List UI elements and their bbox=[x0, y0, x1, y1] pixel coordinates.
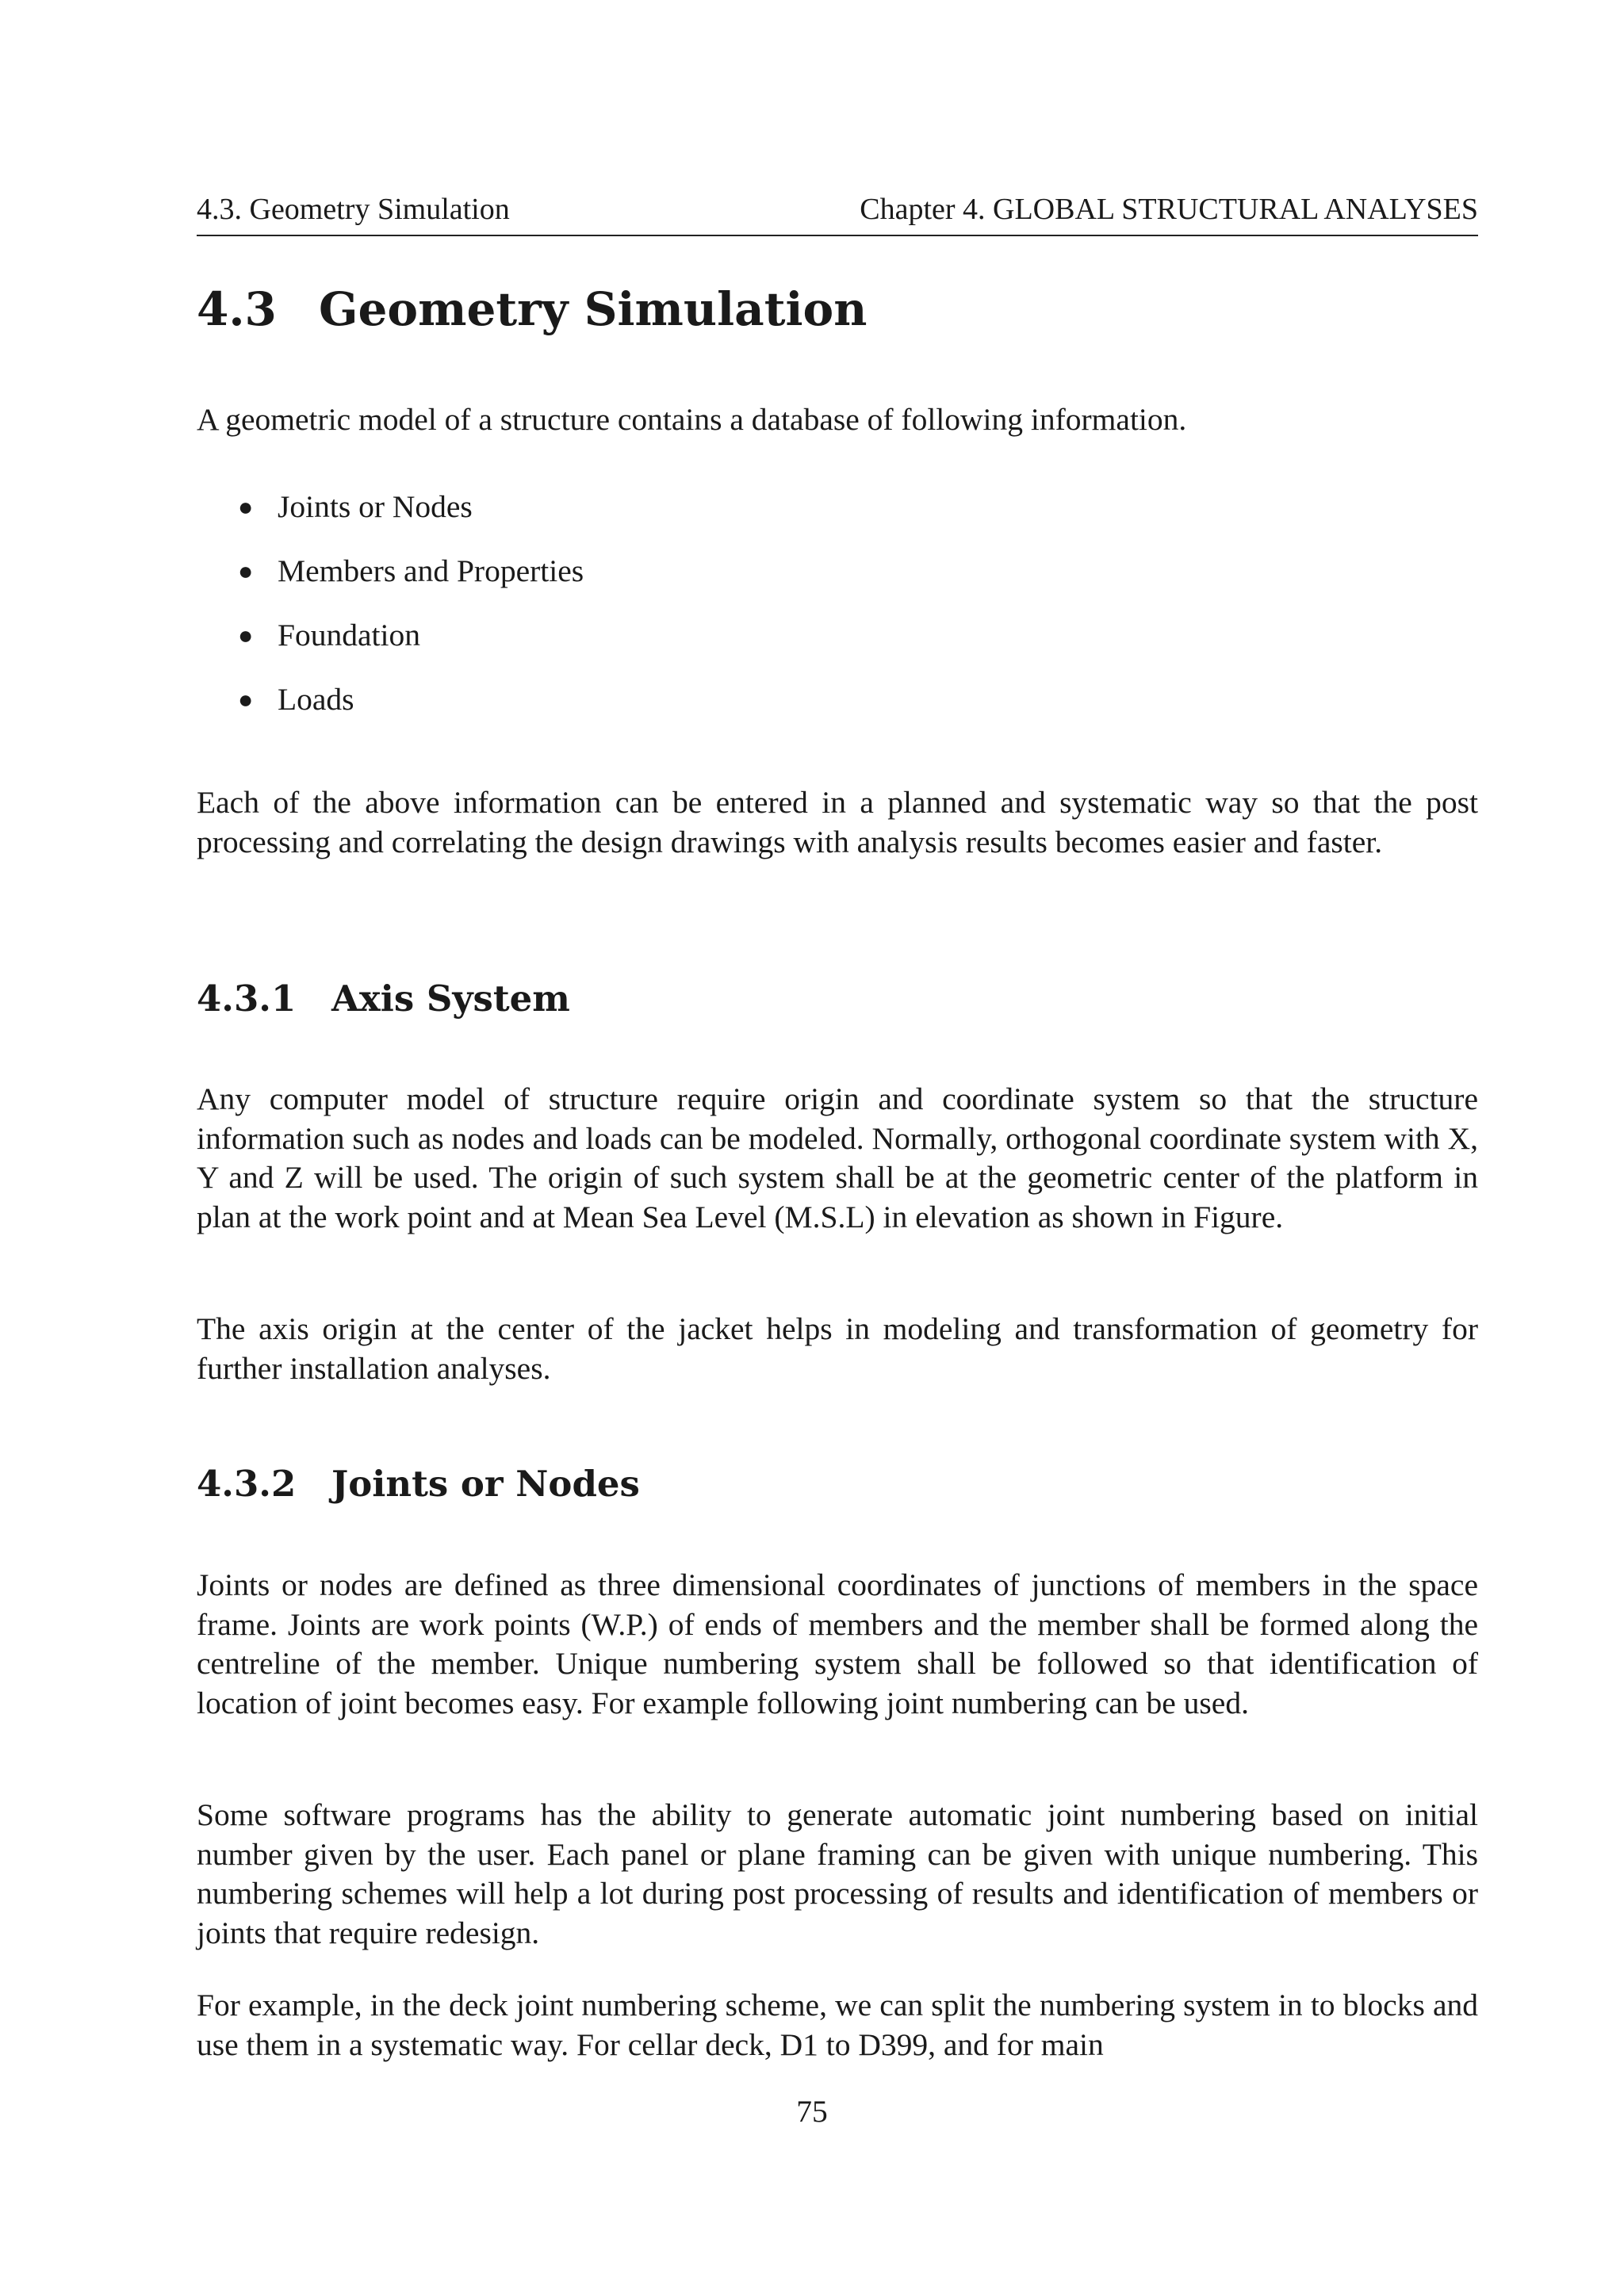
bullet-list bbox=[238, 488, 584, 744]
list-item-text: Loads bbox=[278, 682, 354, 717]
bullet-icon: ● bbox=[238, 557, 254, 585]
subsection-heading-axis-system bbox=[197, 974, 570, 1024]
bullet-icon: ● bbox=[238, 685, 254, 714]
intro-paragraph: A geometric model of a structure contains a database of following information. bbox=[197, 402, 1187, 437]
axis-system-paragraph-2: The axis origin at the center of the jacket helps in modeling and transformation of geometry for further installation analyses. bbox=[197, 1311, 1478, 1386]
list-item-text: Joints or Nodes bbox=[278, 489, 473, 524]
bullet-icon: ● bbox=[238, 492, 254, 521]
list-item bbox=[238, 680, 584, 744]
section-title: Geometry Simulation bbox=[319, 282, 868, 336]
list-item-text: Members and Properties bbox=[278, 553, 584, 588]
subsection-number: 4.3.1 bbox=[197, 978, 297, 1020]
section-number: 4.3 bbox=[197, 282, 277, 336]
list-item-text: Foundation bbox=[278, 618, 420, 652]
running-header bbox=[197, 190, 1478, 236]
subsection-number: 4.3.2 bbox=[197, 1463, 297, 1505]
joints-paragraph-3: For example, in the deck joint numbering scheme, we can split the numbering system in to blocks and use them in a systematic way. For cellar deck, D1 to D399, and for main bbox=[197, 1988, 1478, 2062]
subsection-title: Joints or Nodes bbox=[331, 1463, 640, 1505]
bullet-icon: ● bbox=[238, 621, 254, 649]
list-item bbox=[238, 616, 584, 680]
header-chapter-label: Chapter 4. GLOBAL STRUCTURAL ANALYSES bbox=[860, 193, 1478, 226]
subsection-heading-joints-or-nodes bbox=[197, 1459, 640, 1510]
header-section-label: 4.3. Geometry Simulation bbox=[197, 193, 510, 226]
list-item bbox=[238, 488, 584, 552]
page-number: 75 bbox=[796, 2094, 828, 2129]
closing-paragraph: Each of the above information can be entered in a planned and systematic way so that the post processing and correlating the design drawings with analysis results becomes easier and faster. bbox=[197, 785, 1478, 859]
subsection-title: Axis System bbox=[331, 978, 570, 1020]
list-item bbox=[238, 552, 584, 616]
joints-paragraph-1: Joints or nodes are defined as three dimensional coordinates of junctions of members in the space frame. Joints are work points (W.P.) of ends of members and the member shall be formed along the centreline of the member. Unique numbering system shall be followed so that identification of location of joint becomes easy. For example following joint numbering can be used. bbox=[197, 1567, 1478, 1720]
section-heading bbox=[197, 277, 867, 341]
axis-system-paragraph-1: Any computer model of structure require origin and coordinate system so that the structure information such as nodes and loads can be modeled. Normally, orthogonal coordinate system with X, Y and Z will be used. The origin of such system shall be at the geometric center of the platform in plan at the work point and at Mean Sea Level (M.S.L) in elevation as shown in Figure. bbox=[197, 1081, 1478, 1234]
joints-paragraph-2: Some software programs has the ability to generate automatic joint numbering based on initial number given by the user. Each panel or plane framing can be given with unique numbering. This numbering schemes will help a lot during post processing of results and identification of members or joints that require redesign. bbox=[197, 1797, 1478, 1950]
